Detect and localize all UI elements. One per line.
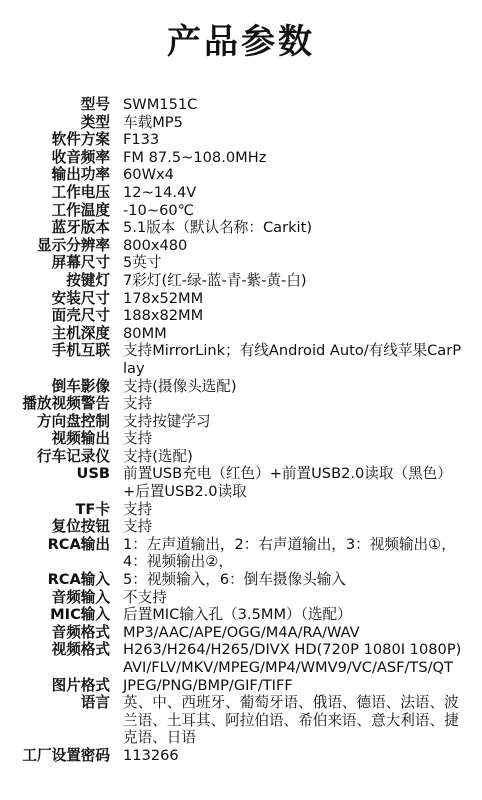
spec-row — [0, 606, 482, 624]
spec-row — [0, 342, 482, 377]
spec-label: 屏幕尺寸 — [51, 254, 110, 272]
spec-label: 行车记录仪 — [37, 447, 110, 465]
spec-row — [0, 166, 482, 184]
spec-value: FM 87.5~108.0MHz — [123, 148, 267, 166]
spec-value: 支持 — [123, 430, 153, 448]
spec-label: 视频格式 — [51, 641, 110, 659]
spec-row — [0, 501, 482, 519]
spec-row — [0, 96, 482, 114]
spec-row — [0, 413, 482, 431]
spec-row — [0, 149, 482, 167]
spec-value: 支持MirrorLink；有线Android Auto/有线苹果CarPlay — [123, 342, 462, 377]
spec-label: 方向盘控制 — [37, 412, 110, 430]
spec-row — [0, 237, 482, 255]
spec-value: 188x82MM — [123, 307, 204, 325]
spec-value: 12~14.4V — [123, 183, 197, 201]
spec-label: 软件方案 — [51, 131, 110, 149]
spec-value: 支持 — [123, 518, 153, 536]
spec-label: RCA输入 — [47, 571, 110, 589]
spec-row — [0, 131, 482, 149]
spec-table — [0, 96, 482, 765]
spec-value: 英、中、西班牙、葡萄牙语、俄语、德语、法语、波兰语、土耳其、阿拉伯语、希伯来语、意大利语、捷克语、日语 — [123, 694, 459, 747]
spec-row — [0, 378, 482, 396]
spec-label: 类型 — [80, 113, 110, 131]
spec-value: 前置USB充电（红色）+前置USB2.0读取（黑色）+后置USB2.0读取 — [123, 465, 452, 501]
spec-row — [0, 325, 482, 343]
spec-row — [0, 518, 482, 536]
spec-value: 支持(选配) — [123, 447, 193, 465]
spec-label: 播放视频警告 — [22, 395, 110, 413]
spec-row — [0, 571, 482, 589]
spec-row — [0, 694, 482, 747]
spec-row — [0, 219, 482, 237]
spec-label: 音频输入 — [51, 588, 110, 606]
spec-value: 不支持 — [123, 588, 167, 606]
spec-value: JPEG/PNG/BMP/GIF/TIFF — [123, 676, 293, 694]
spec-label: 工厂设置密码 — [22, 746, 110, 764]
spec-row — [0, 747, 482, 765]
spec-value: 5.1版本（默认名称：Carkit) — [123, 219, 313, 237]
spec-value: 支持 — [123, 395, 153, 413]
spec-row — [0, 202, 482, 220]
spec-value: 178x52MM — [123, 289, 204, 307]
spec-value: 后置MIC输入孔（3.5MM）（选配） — [123, 606, 352, 624]
spec-row — [0, 430, 482, 448]
spec-row — [0, 677, 482, 695]
spec-value: 7彩灯(红-绿-蓝-青-紫-黄-白) — [123, 271, 307, 289]
spec-label: 工作电压 — [51, 183, 110, 201]
spec-value: -10~60℃ — [123, 201, 195, 219]
page-title: 产品参数 — [167, 22, 315, 62]
spec-label: 手机互联 — [51, 342, 110, 360]
spec-row — [0, 272, 482, 290]
spec-row — [0, 465, 482, 500]
spec-row — [0, 448, 482, 466]
spec-label: 主机深度 — [51, 324, 110, 342]
spec-row — [0, 641, 482, 676]
spec-value: SWM151C — [123, 96, 198, 113]
spec-row — [0, 290, 482, 308]
spec-label: USB — [76, 465, 110, 483]
spec-label: 输出功率 — [51, 166, 110, 184]
spec-label: RCA输出 — [47, 535, 110, 553]
spec-label: 语言 — [80, 694, 110, 712]
spec-row — [0, 536, 482, 571]
spec-label: 视频输出 — [51, 430, 110, 448]
spec-value: 1：左声道输出，2：右声道输出，3：视频输出①，4：视频输出②， — [123, 535, 456, 571]
spec-label: 蓝牙版本 — [51, 219, 110, 237]
spec-label: 安装尺寸 — [51, 289, 110, 307]
spec-label: 倒车影像 — [51, 377, 110, 395]
spec-label: 型号 — [80, 96, 110, 113]
spec-row — [0, 589, 482, 607]
spec-row — [0, 184, 482, 202]
spec-value: 5：视频输入，6：倒车摄像头输入 — [123, 571, 346, 589]
spec-value: 113266 — [123, 746, 179, 764]
spec-row — [0, 114, 482, 132]
spec-value: 车载MP5 — [123, 113, 183, 131]
spec-label: MIC输入 — [50, 606, 110, 624]
spec-value: 支持按键学习 — [123, 412, 211, 430]
spec-label: 音频格式 — [51, 623, 110, 641]
spec-label: 按键灯 — [66, 271, 110, 289]
spec-value: MP3/AAC/APE/OGG/M4A/RA/WAV — [123, 623, 360, 641]
spec-label: 收音频率 — [51, 148, 110, 166]
spec-value: F133 — [123, 131, 160, 149]
spec-label: TF卡 — [75, 500, 110, 518]
spec-value: H263/H264/H265/DIVX HD(720P 1080I 1080P)AVI/FLV/MKV/MPEG/MP4/WMV9/VC/ASF/TS/QT — [123, 641, 462, 676]
spec-value: 支持 — [123, 500, 153, 518]
spec-row — [0, 395, 482, 413]
spec-row — [0, 307, 482, 325]
spec-label: 图片格式 — [51, 676, 110, 694]
spec-value: 800x480 — [123, 236, 188, 254]
spec-label: 面壳尺寸 — [51, 307, 110, 325]
spec-value: 80MM — [123, 324, 167, 342]
spec-row — [0, 624, 482, 642]
spec-value: 60Wx4 — [123, 166, 174, 184]
spec-value: 5英寸 — [123, 254, 162, 272]
spec-label: 工作温度 — [51, 201, 110, 219]
spec-row — [0, 254, 482, 272]
spec-label: 复位按钮 — [51, 518, 110, 536]
spec-value: 支持(摄像头选配) — [123, 377, 237, 395]
spec-label: 显示分辨率 — [37, 236, 110, 254]
